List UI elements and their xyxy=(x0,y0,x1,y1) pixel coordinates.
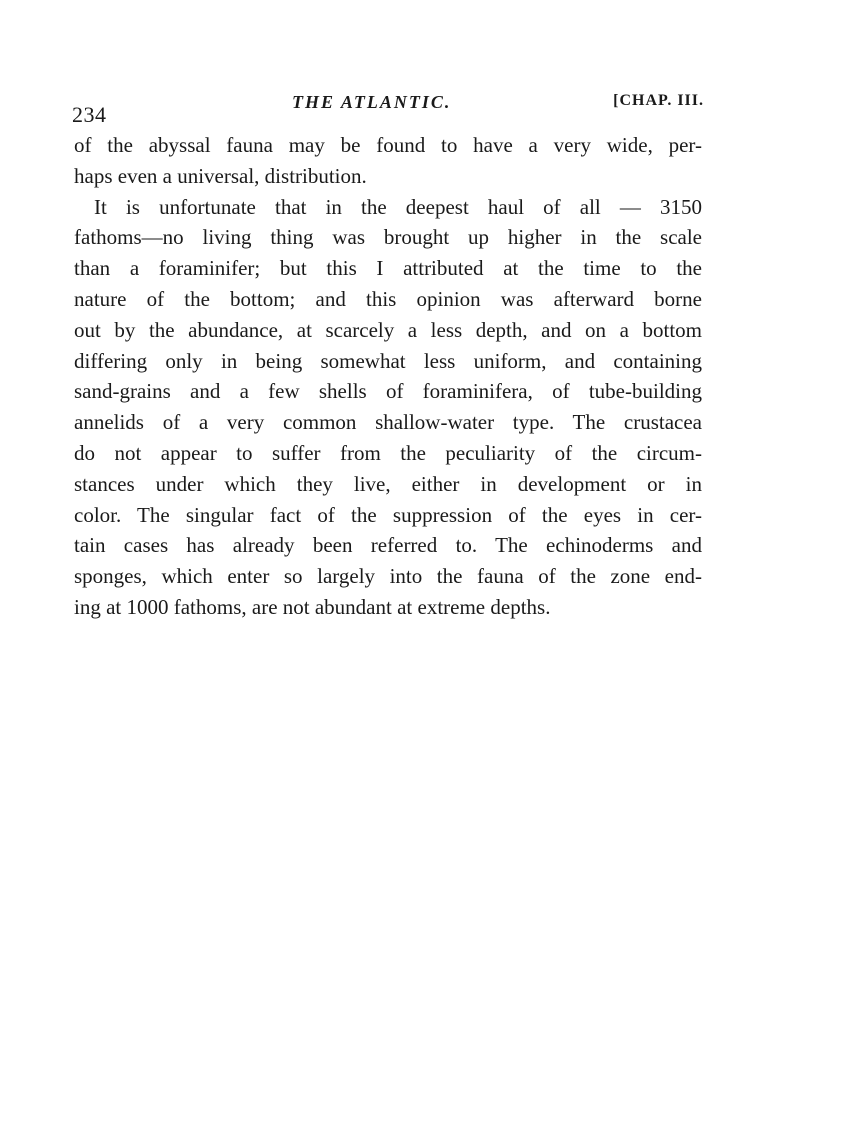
text-line-16: ing at 1000 fathoms, are not abundant at extreme depths. xyxy=(74,594,551,619)
text-line-6: nature of the bottom; and this opinion was afterward borne xyxy=(74,286,702,311)
text-line-8: differing only in being somewhat less uniform, and containing xyxy=(74,348,702,373)
chapter-reference: [CHAP. III. xyxy=(613,92,704,109)
text-line-1: of the abyssal fauna may be found to have a very wide, per- xyxy=(74,133,702,157)
text-line-11: do not appear to suffer from the peculiarity of the circum- xyxy=(74,440,702,465)
text-line-4: fathoms—no living thing was brought up higher in the scale xyxy=(74,225,702,250)
text-line-5: than a foraminifer; but this I attributed at the time to the xyxy=(74,256,702,281)
text-line-3: It is unfortunate that in the deepest haul of all — 3150 xyxy=(94,194,702,219)
running-head xyxy=(72,88,704,127)
text-line-13: color. The singular fact of the suppression of the eyes in cer- xyxy=(74,502,702,527)
text-line-7: out by the abundance, at scarcely a less depth, and on a bottom xyxy=(74,317,702,342)
text-line-2: haps even a universal, distribution. xyxy=(74,163,367,188)
text-line-12: stances under which they live, either in development or in xyxy=(74,471,702,496)
text-line-9: sand-grains and a few shells of foraminifera, of tube-building xyxy=(74,379,702,404)
page-number: 234 xyxy=(72,102,107,127)
body-text xyxy=(74,130,702,623)
running-title: THE ATLANTIC. xyxy=(292,92,452,112)
text-line-15: sponges, which enter so largely into the fauna of the zone end- xyxy=(74,564,702,589)
text-line-14: tain cases has already been referred to. The echinoderms and xyxy=(74,533,702,558)
text-line-10: annelids of a very common shallow-water type. The crustacea xyxy=(74,410,702,435)
